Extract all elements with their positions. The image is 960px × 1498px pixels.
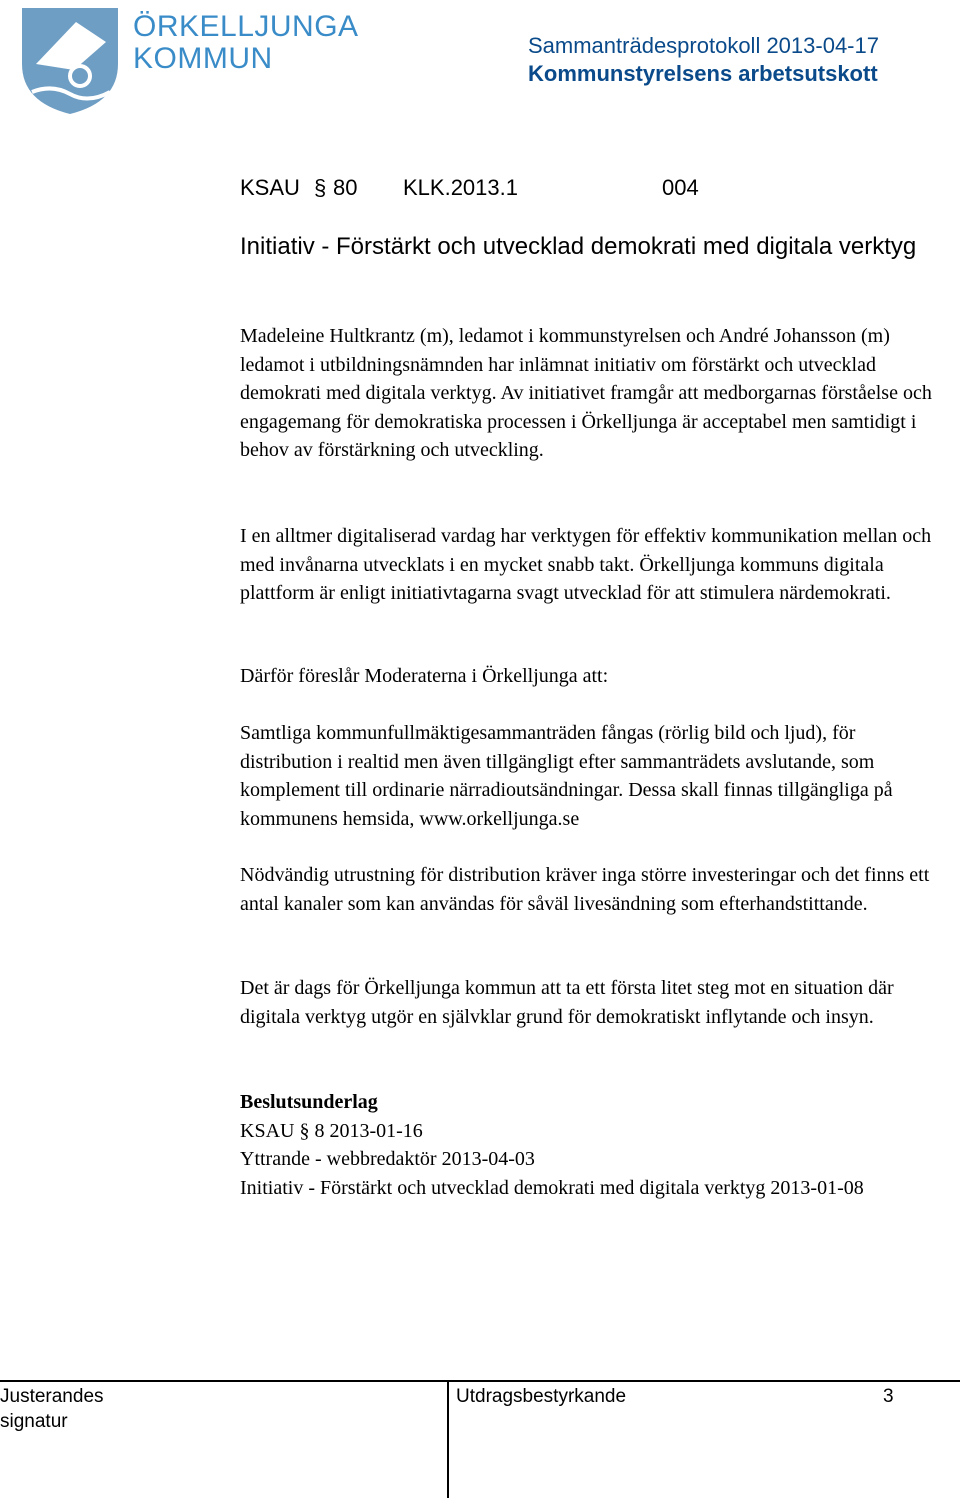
- paragraph-2: [240, 522, 940, 608]
- page-footer: [0, 1380, 960, 1498]
- paragraph-1: [240, 322, 940, 465]
- coat-of-arms-icon: [18, 4, 128, 116]
- beslutsunderlag-heading: Beslutsunderlag: [240, 1091, 378, 1113]
- paragraph-text: Madeleine Hultkrantz (m), ledamot i kommunstyrelsen och André Johansson (m) ledamot i utbildningsnämnden har inlämnat initiativ om förstärkt och utvecklad demokrati med digitala verktyg. Av initiativet framgår att medborgarnas förståelse och engagemang för demokratiska processen i Örkelljunga är acceptabel men samtidigt i behov av förstärkning och utveckling.: [240, 325, 932, 461]
- beslutsunderlag-item: Yttrande - webbredaktör 2013-04-03: [240, 1148, 535, 1170]
- paragraph-text: Därför föreslår Moderaterna i Örkelljunga att:: [240, 665, 609, 687]
- paragraph-text: Nödvändig utrustning för distribution kräver inga större investeringar och det finns ett antal kanaler som kan användas för såväl livesändning som efterhandstittande.: [240, 864, 930, 915]
- paragraph-text: Samtliga kommunfullmäktigesammanträden fångas (rörlig bild och ljud), för distribution i realtid men även tillgängligt efter sammanträdets avslutande, som komplement till ordinarie närradioutsändningar. Dessa skall finnas tillgängliga på kommunens hemsida, www.orkelljunga.se: [240, 722, 893, 830]
- paragraph-6: [240, 974, 940, 1031]
- ref-code: 004: [662, 175, 699, 200]
- footer-left-line1: Justerandes: [0, 1386, 104, 1407]
- footer-utdragsbestyrkande: Utdragsbestyrkande: [456, 1386, 627, 1407]
- ref-case: KLK.2013.1: [403, 175, 518, 200]
- footer-divider: [447, 1380, 449, 1498]
- ref-number: 80: [333, 175, 358, 200]
- page-number: 3: [883, 1386, 894, 1407]
- document-subtitle: Kommunstyrelsens arbetsutskott: [528, 61, 878, 86]
- paragraph-5: [240, 861, 940, 918]
- document-title: Sammanträdesprotokoll 2013-04-17: [528, 33, 879, 58]
- paragraph-4: [240, 719, 940, 833]
- municipality-logo: [18, 4, 359, 116]
- logo-text-line1: ÖRKELLJUNGA: [133, 10, 359, 43]
- beslutsunderlag-item: Initiativ - Förstärkt och utvecklad demokrati med digitala verktyg 2013-01-08: [240, 1176, 864, 1199]
- beslutsunderlag-section: [240, 1088, 940, 1202]
- item-heading: Initiativ - Förstärkt och utvecklad demokrati med digitala verktyg: [240, 233, 917, 260]
- paragraph-text: Det är dags för Örkelljunga kommun att ta ett första litet steg mot en situation där digitala verktyg utgör en självklar grund för demokratiskt inflytande och insyn.: [240, 977, 894, 1028]
- logo-text-line2: KOMMUN: [133, 42, 273, 75]
- ref-section-symbol: §: [314, 175, 327, 200]
- footer-top-rule: [0, 1380, 960, 1382]
- footer-justerandes: [0, 1384, 104, 1434]
- paragraph-3: [240, 662, 940, 691]
- ref-ksau: KSAU: [240, 175, 300, 200]
- paragraph-text: I en alltmer digitaliserad vardag har verktygen för effektiv kommunikation mellan och med invånarna utvecklats i en mycket snabb takt. Örkelljunga kommuns digitala plattform är enligt initiativtagarna svagt utvecklad för att stimulera närdemokrati.: [240, 525, 932, 604]
- beslutsunderlag-item: KSAU § 8 2013-01-16: [240, 1119, 423, 1142]
- footer-left-line2: signatur: [0, 1411, 68, 1432]
